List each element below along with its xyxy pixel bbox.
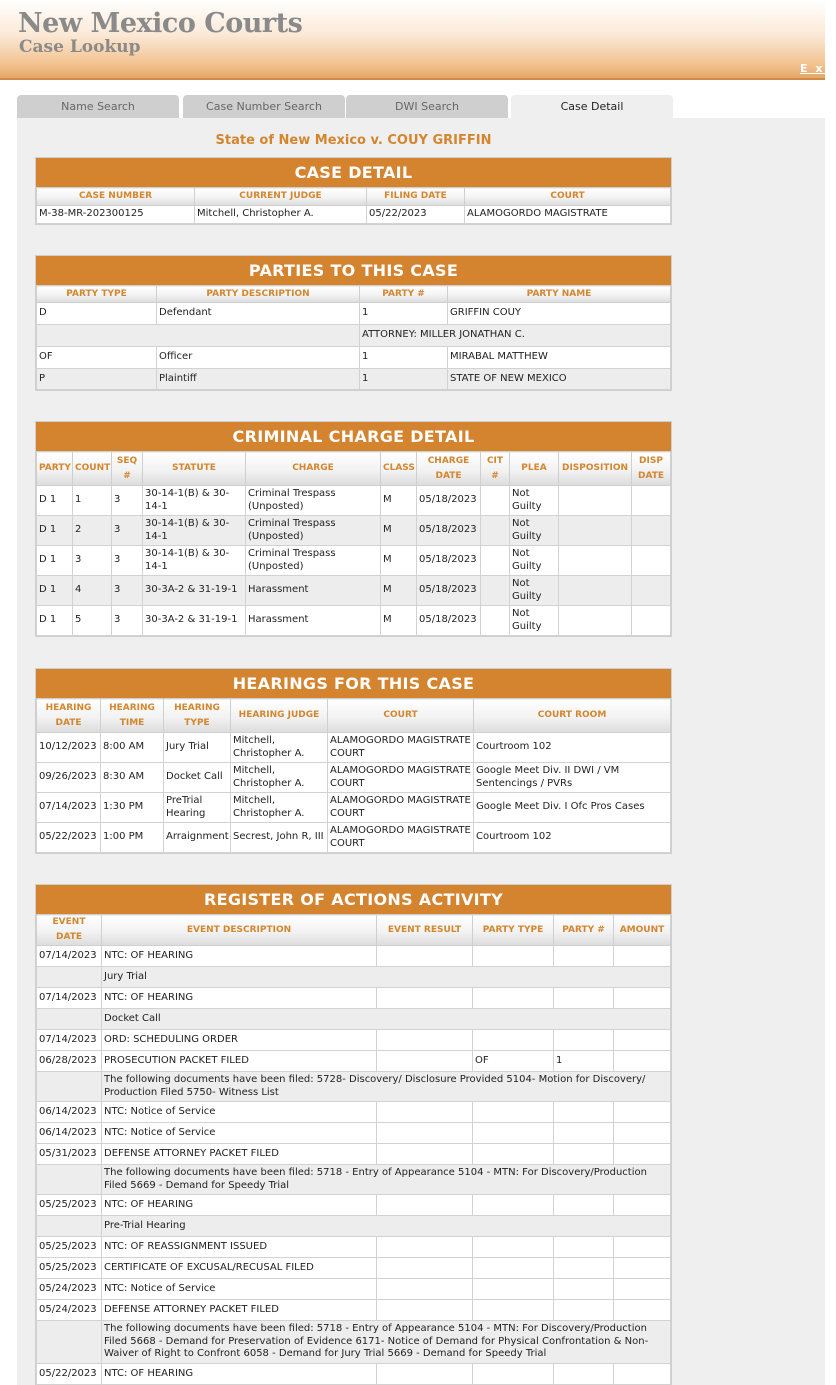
event-date: 05/24/2023 bbox=[37, 1279, 102, 1300]
court: ALAMOGORDO MAGISTRATE bbox=[465, 206, 671, 224]
column-header: PARTY NAME bbox=[448, 286, 671, 303]
charges-heading: CRIMINAL CHARGE DETAIL bbox=[36, 422, 671, 451]
party-number bbox=[554, 1258, 614, 1279]
event-description: NTC: OF REASSIGNMENT ISSUED bbox=[102, 1237, 377, 1258]
table-row bbox=[37, 1144, 671, 1165]
hearing-time: 8:30 AM bbox=[101, 763, 164, 793]
column-header: COURT ROOM bbox=[474, 699, 671, 733]
disposition bbox=[559, 546, 632, 576]
table-row bbox=[37, 988, 671, 1009]
hearing-type: Arraignment bbox=[164, 823, 231, 853]
column-header: CASE NUMBER bbox=[37, 188, 195, 206]
event-result bbox=[377, 1195, 473, 1216]
charge-date: 05/18/2023 bbox=[417, 516, 481, 546]
amount bbox=[614, 988, 671, 1009]
event-result bbox=[377, 946, 473, 967]
party-number: 1 bbox=[360, 303, 448, 325]
party-type bbox=[473, 946, 554, 967]
class: M bbox=[381, 606, 417, 636]
table-row bbox=[37, 347, 671, 369]
hearing-judge: Mitchell, Christopher A. bbox=[231, 793, 328, 823]
table-row bbox=[37, 1195, 671, 1216]
column-header: CURRENT JUDGE bbox=[195, 188, 367, 206]
table-row bbox=[37, 303, 671, 325]
tab-name-search[interactable]: Name Search bbox=[17, 95, 179, 118]
column-header: AMOUNT bbox=[614, 915, 671, 946]
charges-table bbox=[36, 451, 671, 636]
disp-date bbox=[632, 546, 671, 576]
table-row bbox=[37, 486, 671, 516]
charge-date: 05/18/2023 bbox=[417, 486, 481, 516]
amount bbox=[614, 1123, 671, 1144]
column-header: PARTY # bbox=[554, 915, 614, 946]
table-row bbox=[37, 1030, 671, 1051]
table-row bbox=[37, 763, 671, 793]
seq-number: 3 bbox=[112, 486, 143, 516]
plea: Not Guilty bbox=[510, 546, 559, 576]
party-type bbox=[473, 1123, 554, 1144]
class: M bbox=[381, 546, 417, 576]
column-header: CLASS bbox=[381, 452, 417, 486]
hearing-type: PreTrial Hearing bbox=[164, 793, 231, 823]
column-header: HEARING TYPE bbox=[164, 699, 231, 733]
amount bbox=[614, 1102, 671, 1123]
event-result bbox=[377, 1279, 473, 1300]
table-row bbox=[37, 1051, 671, 1072]
party-description: Defendant bbox=[157, 303, 360, 325]
table-row bbox=[37, 1102, 671, 1123]
amount bbox=[614, 1237, 671, 1258]
event-result bbox=[377, 1123, 473, 1144]
table-row bbox=[37, 1123, 671, 1144]
statute: 30-14-1(B) & 30-14-1 bbox=[143, 486, 246, 516]
table-row bbox=[37, 793, 671, 823]
event-date: 05/31/2023 bbox=[37, 1144, 102, 1165]
event-description: NTC: OF HEARING bbox=[102, 988, 377, 1009]
hearing-date: 09/26/2023 bbox=[37, 763, 101, 793]
parties-table bbox=[36, 285, 671, 390]
event-note-row bbox=[37, 1321, 671, 1364]
seq-number: 3 bbox=[112, 516, 143, 546]
table-row bbox=[37, 546, 671, 576]
class: M bbox=[381, 516, 417, 546]
case-title: State of New Mexico v. COUY GRIFFIN bbox=[215, 133, 492, 148]
disp-date bbox=[632, 516, 671, 546]
cit-number bbox=[481, 546, 510, 576]
hearing-court: ALAMOGORDO MAGISTRATE COURT bbox=[328, 733, 474, 763]
statute: 30-3A-2 & 31-19-1 bbox=[143, 576, 246, 606]
hearing-court: ALAMOGORDO MAGISTRATE COURT bbox=[328, 823, 474, 853]
party-number bbox=[554, 1237, 614, 1258]
event-note: The following documents have been filed: 5728- Discovery/ Disclosure Provided 5104- Motion for Discovery/ Production Filed 5750- Witness List bbox=[102, 1072, 671, 1102]
event-date: 07/14/2023 bbox=[37, 946, 102, 967]
table-row bbox=[37, 823, 671, 853]
count: 4 bbox=[73, 576, 112, 606]
disposition bbox=[559, 516, 632, 546]
hearing-judge: Mitchell, Christopher A. bbox=[231, 733, 328, 763]
party: D 1 bbox=[37, 486, 73, 516]
hearing-date: 05/22/2023 bbox=[37, 823, 101, 853]
event-description: NTC: OF HEARING bbox=[102, 1364, 377, 1385]
event-date: 05/24/2023 bbox=[37, 1300, 102, 1321]
amount bbox=[614, 946, 671, 967]
site-banner bbox=[0, 0, 836, 80]
case-detail-table bbox=[36, 187, 671, 224]
hearings-heading: HEARINGS FOR THIS CASE bbox=[36, 669, 671, 698]
event-date: 07/14/2023 bbox=[37, 1030, 102, 1051]
event-date: 06/28/2023 bbox=[37, 1051, 102, 1072]
event-note-row bbox=[37, 1009, 671, 1030]
plea: Not Guilty bbox=[510, 576, 559, 606]
event-date: 06/14/2023 bbox=[37, 1123, 102, 1144]
party-type bbox=[473, 1237, 554, 1258]
event-result bbox=[377, 1300, 473, 1321]
event-note-row bbox=[37, 1216, 671, 1237]
hearing-type: Jury Trial bbox=[164, 733, 231, 763]
amount bbox=[614, 1195, 671, 1216]
count: 5 bbox=[73, 606, 112, 636]
column-header: CHARGE DATE bbox=[417, 452, 481, 486]
event-description: NTC: OF HEARING bbox=[102, 946, 377, 967]
hearing-type: Docket Call bbox=[164, 763, 231, 793]
column-header: EVENT RESULT bbox=[377, 915, 473, 946]
party-number bbox=[554, 1030, 614, 1051]
event-description: DEFENSE ATTORNEY PACKET FILED bbox=[102, 1300, 377, 1321]
party-name: MIRABAL MATTHEW bbox=[448, 347, 671, 369]
table-row bbox=[37, 733, 671, 763]
event-description: PROSECUTION PACKET FILED bbox=[102, 1051, 377, 1072]
hearing-time: 1:30 PM bbox=[101, 793, 164, 823]
hearing-time: 1:00 PM bbox=[101, 823, 164, 853]
spacer-cell bbox=[37, 1009, 102, 1030]
event-description: NTC: OF HEARING bbox=[102, 1195, 377, 1216]
party-type bbox=[473, 1300, 554, 1321]
party-number bbox=[554, 1195, 614, 1216]
event-note: The following documents have been filed: 5718 - Entry of Appearance 5104 - MTN: For Discovery/Production Filed 5669 - Demand for Speedy Trial bbox=[102, 1165, 671, 1195]
actions-heading: REGISTER OF ACTIONS ACTIVITY bbox=[36, 885, 671, 914]
event-result bbox=[377, 1364, 473, 1385]
court-room: Courtroom 102 bbox=[474, 823, 671, 853]
amount bbox=[614, 1364, 671, 1385]
plea: Not Guilty bbox=[510, 606, 559, 636]
amount bbox=[614, 1258, 671, 1279]
party-type bbox=[473, 1279, 554, 1300]
case-detail-heading: CASE DETAIL bbox=[36, 158, 671, 187]
hearing-court: ALAMOGORDO MAGISTRATE COURT bbox=[328, 763, 474, 793]
event-date: 05/25/2023 bbox=[37, 1237, 102, 1258]
party-number bbox=[554, 1102, 614, 1123]
party-name: GRIFFIN COUY bbox=[448, 303, 671, 325]
party-type bbox=[473, 1195, 554, 1216]
event-note-row bbox=[37, 967, 671, 988]
amount bbox=[614, 1030, 671, 1051]
table-row bbox=[37, 1237, 671, 1258]
tab-case-detail[interactable]: Case Detail bbox=[511, 95, 673, 118]
event-result bbox=[377, 1237, 473, 1258]
party-number bbox=[554, 1364, 614, 1385]
party-description: Officer bbox=[157, 347, 360, 369]
column-header: EVENT DATE bbox=[37, 915, 102, 946]
party-description: Plaintiff bbox=[157, 369, 360, 390]
disp-date bbox=[632, 576, 671, 606]
amount bbox=[614, 1300, 671, 1321]
party-number bbox=[554, 1300, 614, 1321]
event-date: 05/25/2023 bbox=[37, 1195, 102, 1216]
event-result bbox=[377, 1030, 473, 1051]
column-header: HEARING DATE bbox=[37, 699, 101, 733]
party-type bbox=[473, 1030, 554, 1051]
charges-section bbox=[35, 421, 672, 637]
column-header: DISPOSITION bbox=[559, 452, 632, 486]
event-note: Pre-Trial Hearing bbox=[102, 1216, 671, 1237]
disposition bbox=[559, 606, 632, 636]
table-row bbox=[37, 1279, 671, 1300]
actions-section bbox=[35, 884, 672, 1385]
party-number: 1 bbox=[360, 347, 448, 369]
table-row bbox=[37, 369, 671, 390]
event-description: NTC: Notice of Service bbox=[102, 1279, 377, 1300]
disp-date bbox=[632, 486, 671, 516]
column-header: HEARING JUDGE bbox=[231, 699, 328, 733]
party: D 1 bbox=[37, 576, 73, 606]
column-header: COURT bbox=[465, 188, 671, 206]
plea: Not Guilty bbox=[510, 516, 559, 546]
party-number bbox=[554, 1144, 614, 1165]
event-note: The following documents have been filed: 5718 - Entry of Appearance 5104 - MTN: For Discovery/Production Filed 5668 - Demand for Preservation of Evidence 6171- Notice of Demand for Physical Confrontation & Non-Waiver of Right to Confront 6058 - Demand for Jury Trial 5669 - Demand for Speedy Trial bbox=[102, 1321, 671, 1364]
column-header: STATUTE bbox=[143, 452, 246, 486]
hearings-section bbox=[35, 668, 672, 854]
cit-number bbox=[481, 576, 510, 606]
plea: Not Guilty bbox=[510, 486, 559, 516]
tab-case-number-search[interactable]: Case Number Search bbox=[183, 95, 345, 118]
statute: 30-3A-2 & 31-19-1 bbox=[143, 606, 246, 636]
event-note-row bbox=[37, 1072, 671, 1102]
disposition bbox=[559, 486, 632, 516]
current-judge: Mitchell, Christopher A. bbox=[195, 206, 367, 224]
event-date: 05/22/2023 bbox=[37, 1364, 102, 1385]
party-number bbox=[554, 988, 614, 1009]
charge: Harassment bbox=[246, 606, 381, 636]
disp-date bbox=[632, 606, 671, 636]
filing-date: 05/22/2023 bbox=[367, 206, 465, 224]
charge: Criminal Trespass (Unposted) bbox=[246, 516, 381, 546]
event-description: CERTIFICATE OF EXCUSAL/RECUSAL FILED bbox=[102, 1258, 377, 1279]
column-header: PARTY TYPE bbox=[473, 915, 554, 946]
count: 1 bbox=[73, 486, 112, 516]
table-row bbox=[37, 606, 671, 636]
hearing-court: ALAMOGORDO MAGISTRATE COURT bbox=[328, 793, 474, 823]
actions-table bbox=[36, 914, 671, 1385]
party-type: D bbox=[37, 303, 157, 325]
event-note-row bbox=[37, 1165, 671, 1195]
column-header: PARTY TYPE bbox=[37, 286, 157, 303]
column-header: PARTY # bbox=[360, 286, 448, 303]
event-description: NTC: Notice of Service bbox=[102, 1123, 377, 1144]
party-type: P bbox=[37, 369, 157, 390]
column-header: DISP DATE bbox=[632, 452, 671, 486]
column-header: CIT # bbox=[481, 452, 510, 486]
event-result bbox=[377, 1051, 473, 1072]
amount bbox=[614, 1279, 671, 1300]
party: D 1 bbox=[37, 606, 73, 636]
event-date: 06/14/2023 bbox=[37, 1102, 102, 1123]
event-result bbox=[377, 988, 473, 1009]
column-header: PARTY DESCRIPTION bbox=[157, 286, 360, 303]
hearing-judge: Mitchell, Christopher A. bbox=[231, 763, 328, 793]
parties-section bbox=[35, 255, 672, 391]
amount bbox=[614, 1144, 671, 1165]
charge: Criminal Trespass (Unposted) bbox=[246, 486, 381, 516]
count: 3 bbox=[73, 546, 112, 576]
cit-number bbox=[481, 606, 510, 636]
party-type bbox=[473, 1364, 554, 1385]
hearing-judge: Secrest, John R, III bbox=[231, 823, 328, 853]
event-note: Jury Trial bbox=[102, 967, 671, 988]
event-date: 07/14/2023 bbox=[37, 988, 102, 1009]
charge-date: 05/18/2023 bbox=[417, 606, 481, 636]
charge: Criminal Trespass (Unposted) bbox=[246, 546, 381, 576]
statute: 30-14-1(B) & 30-14-1 bbox=[143, 546, 246, 576]
spacer-cell bbox=[37, 1216, 102, 1237]
event-note: Docket Call bbox=[102, 1009, 671, 1030]
case-detail-section bbox=[35, 157, 672, 225]
event-description: DEFENSE ATTORNEY PACKET FILED bbox=[102, 1144, 377, 1165]
column-header: HEARING TIME bbox=[101, 699, 164, 733]
table-row bbox=[37, 576, 671, 606]
tab-bar bbox=[17, 95, 825, 118]
attorney-line: ATTORNEY: MILLER JONATHAN C. bbox=[360, 325, 671, 347]
hearings-table bbox=[36, 698, 671, 853]
column-header: EVENT DESCRIPTION bbox=[102, 915, 377, 946]
column-header: COUNT bbox=[73, 452, 112, 486]
seq-number: 3 bbox=[112, 606, 143, 636]
party-type: OF bbox=[473, 1051, 554, 1072]
class: M bbox=[381, 576, 417, 606]
spacer-cell bbox=[37, 1165, 102, 1195]
class: M bbox=[381, 486, 417, 516]
event-result bbox=[377, 1144, 473, 1165]
cit-number bbox=[481, 486, 510, 516]
party-number bbox=[554, 1279, 614, 1300]
column-header: FILING DATE bbox=[367, 188, 465, 206]
party-number bbox=[554, 1123, 614, 1144]
column-header: CHARGE bbox=[246, 452, 381, 486]
statute: 30-14-1(B) & 30-14-1 bbox=[143, 516, 246, 546]
disposition bbox=[559, 576, 632, 606]
exit-link[interactable]: E x i bbox=[800, 62, 836, 75]
amount bbox=[614, 1051, 671, 1072]
site-title: New Mexico Courts bbox=[18, 8, 303, 39]
party: D 1 bbox=[37, 546, 73, 576]
spacer-cell bbox=[37, 1072, 102, 1102]
party-type: OF bbox=[37, 347, 157, 369]
table-row bbox=[37, 516, 671, 546]
event-result bbox=[377, 1102, 473, 1123]
party-type bbox=[473, 1144, 554, 1165]
column-header: SEQ # bbox=[112, 452, 143, 486]
event-result bbox=[377, 1258, 473, 1279]
event-date: 05/25/2023 bbox=[37, 1258, 102, 1279]
charge: Harassment bbox=[246, 576, 381, 606]
spacer-cell bbox=[37, 967, 102, 988]
party: D 1 bbox=[37, 516, 73, 546]
event-description: NTC: Notice of Service bbox=[102, 1102, 377, 1123]
column-header: PARTY bbox=[37, 452, 73, 486]
site-subtitle: Case Lookup bbox=[19, 37, 141, 57]
party-name: STATE OF NEW MEXICO bbox=[448, 369, 671, 390]
tab-dwi-search[interactable]: DWI Search bbox=[346, 95, 508, 118]
table-row bbox=[37, 946, 671, 967]
charge-date: 05/18/2023 bbox=[417, 576, 481, 606]
hearing-date: 07/14/2023 bbox=[37, 793, 101, 823]
table-row bbox=[37, 206, 671, 224]
count: 2 bbox=[73, 516, 112, 546]
party-number: 1 bbox=[360, 369, 448, 390]
hearing-date: 10/12/2023 bbox=[37, 733, 101, 763]
cit-number bbox=[481, 516, 510, 546]
party-type bbox=[473, 988, 554, 1009]
table-row bbox=[37, 325, 671, 347]
case-number: M-38-MR-202300125 bbox=[37, 206, 195, 224]
column-header: PLEA bbox=[510, 452, 559, 486]
party-number bbox=[554, 946, 614, 967]
charge-date: 05/18/2023 bbox=[417, 546, 481, 576]
court-room: Google Meet Div. I Ofc Pros Cases bbox=[474, 793, 671, 823]
party-type bbox=[473, 1258, 554, 1279]
party-type bbox=[473, 1102, 554, 1123]
column-header: COURT bbox=[328, 699, 474, 733]
parties-heading: PARTIES TO THIS CASE bbox=[36, 256, 671, 285]
table-row bbox=[37, 1300, 671, 1321]
spacer-cell bbox=[37, 1321, 102, 1364]
court-room: Courtroom 102 bbox=[474, 733, 671, 763]
table-row bbox=[37, 1258, 671, 1279]
hearing-time: 8:00 AM bbox=[101, 733, 164, 763]
event-description: ORD: SCHEDULING ORDER bbox=[102, 1030, 377, 1051]
court-room: Google Meet Div. II DWI / VM Sentencings / PVRs bbox=[474, 763, 671, 793]
table-row bbox=[37, 1364, 671, 1385]
party-number: 1 bbox=[554, 1051, 614, 1072]
seq-number: 3 bbox=[112, 576, 143, 606]
seq-number: 3 bbox=[112, 546, 143, 576]
